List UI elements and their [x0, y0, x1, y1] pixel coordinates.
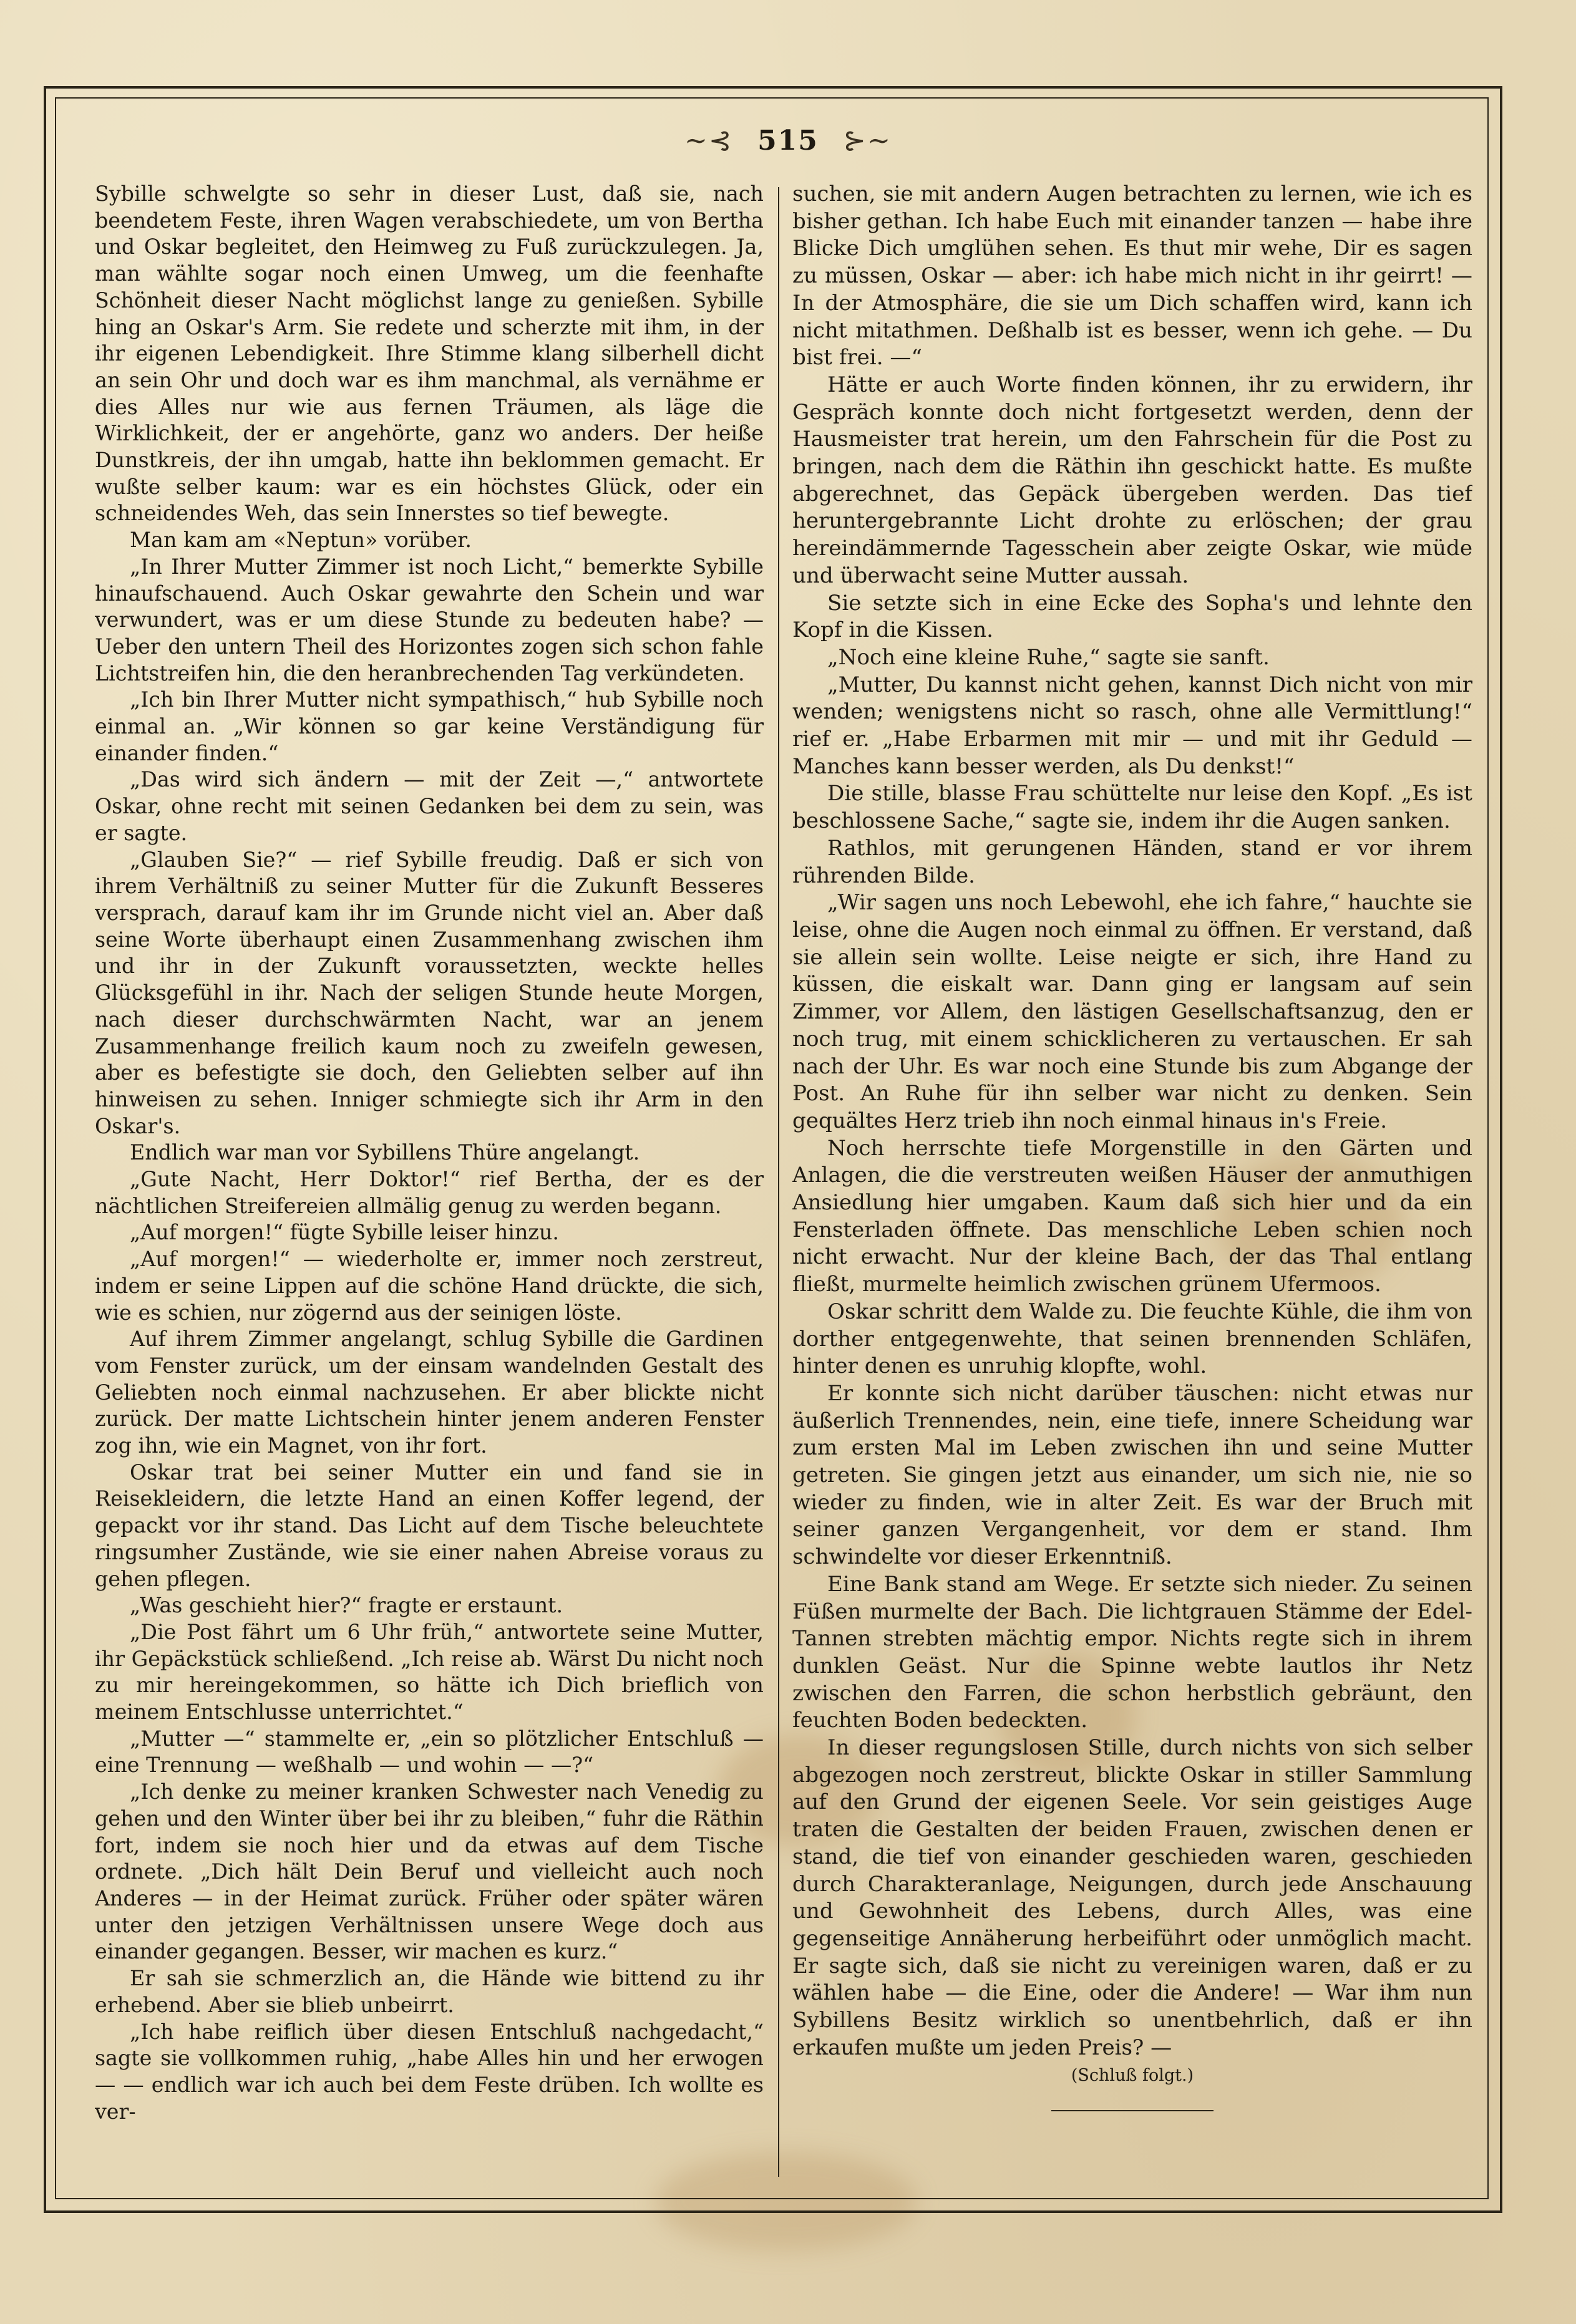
paragraph: „Auf morgen!“ — wiederholte er, immer noch zerstreut, indem er seine Lippen auf die schöne Hand drückte, die sich, wie es schien, nur zögernd aus der seinigen löste. — [95, 1247, 764, 1325]
paragraph: Die stille, blasse Frau schüttelte nur leise den Kopf. „Es ist beschlossene Sache,“ sagte sie, indem ihr die Augen sanken. — [792, 781, 1472, 834]
end-rule — [1051, 2110, 1214, 2111]
column-divider — [778, 187, 779, 2177]
paragraph: „Noch eine kleine Ruhe,“ sagte sie sanft. — [827, 644, 1270, 670]
paragraph: „Wir sagen uns noch Lebewohl, ehe ich fahre,“ hauchte sie leise, ohne die Augen noch einmal zu öffnen. Er verstand, daß sie allein sein wollte. Leise neigte er sich, ihre Hand zu küssen, die eiskalt war. Dann ging er langsam auf sein Zimmer, vor Allem, den lästigen Gesellschaftsanzug, den er noch trug, mit einem schicklicheren zu vertauschen. Er sah nach der Uhr. Es war noch eine Stunde bis zum Abgange der Post. An Ruhe für ihn selber war nicht zu denken. Sein gequältes Herz trieb ihn noch einmal hinaus in's Freie. — [792, 890, 1472, 1133]
paragraph: „Gute Nacht, Herr Doktor!“ rief Bertha, der es der nächtlichen Streifereien allmälig genug zu werden begann. — [95, 1167, 764, 1218]
paragraph: Eine Bank stand am Wege. Er setzte sich nieder. Zu seinen Füßen murmelte der Bach. Die lichtgrauen Stämme der Edel-Tannen strebten mächtig empor. Nichts regte sich in ihrem dunklen Geäst. Nur die Spinne webte lautlos ihr Netz zwischen den Farren, die schon herbstlich gebräunt, den feuchten Boden bedeckten. — [792, 1571, 1472, 1733]
paragraph: „Das wird sich ändern — mit der Zeit —,“ antwortete Oskar, ohne recht mit seinen Gedanken bei dem zu sein, was er sagte. — [95, 767, 764, 845]
paragraph: „Die Post fährt um 6 Uhr früh,“ antwortete seine Mutter, ihr Gepäckstück schließend. „Ich reise ab. Wärst Du nicht noch zu mir hereingekommen, so hätte ich Dich brieflich von meinem Entschlusse unterrichtet.“ — [95, 1619, 764, 1725]
paragraph: „Mutter, Du kannst nicht gehen, kannst Dich nicht von mir wenden; wenigstens nicht so rasch, ohne alle Vermittlung!“ rief er. „Habe Erbarmen mit mir — und mit ihr Geduld — Manches kann besser werden, als Du denkst!“ — [792, 672, 1472, 779]
right-column — [792, 181, 1472, 2127]
paragraph: In dieser regungslosen Stille, durch nichts von sich selber abgezogen noch zerstreut, blickte Oskar in stiller Sammlung auf den Grund der eigenen Seele. Vor sein geistiges Auge traten die Gestalten der beiden Frauen, zwischen denen er stand, die tief von einander geschieden waren, geschieden durch Charakteranlage, Neigungen, durch jede Anschauung und Gewohnheit des Lebens, durch Alles, was eine gegenseitige Annäherung herbeiführt oder unmöglich macht. Er sagte sich, daß sie nicht zu vereinigen waren, daß er zu wählen habe — die Eine, oder die Andere! — War ihm nun Sybillens Besitz wirklich so unentbehrlich, daß er ihn erkaufen mußte um jeden Preis? — — [792, 1735, 1472, 2060]
paragraph: „Mutter —“ stammelte er, „ein so plötzlicher Entschluß — eine Trennung — weßhalb — und wohin — —?“ — [95, 1726, 764, 1778]
page-number: 515 — [757, 125, 819, 157]
paragraph: Sybille schwelgte so sehr in dieser Lust, daß sie, nach beendetem Feste, ihren Wagen verabschiedete, um von Bertha und Oskar begleitet, den Heimweg zu Fuß zurückzulegen. Ja, man wählte sogar noch einen Umweg, um die feenhafte Schönheit dieser Nacht möglichst lange zu genießen. Sybille hing an Oskar's Arm. Sie redete und scherzte mit ihm, in der ihr eigenen Lebendigkeit. Ihre Stimme klang silberhell dicht an sein Ohr und doch war es ihm manchmal, als vernähme er dies Alles nur wie aus fernen Träumen, als läge die Wirklichkeit, der er angehörte, ganz wo anders. Der heiße Dunstkreis, der ihn umgab, hatte ihn beklommen gemacht. Er wußte selber kaum: war es ein höchstes Glück, oder ein schneidendes Weh, das sein Innerstes so tief bewegte. — [95, 182, 764, 526]
paragraph: „In Ihrer Mutter Zimmer ist noch Licht,“ bemerkte Sybille hinaufschauend. Auch Oskar gewahrte den Schein und war verwundert, was er um diese Stunde zu bedeuten habe? — Ueber den untern Theil des Horizontes zogen sich schon fahle Lichtstreifen hin, die den heranbrechenden Tag verkündeten. — [95, 554, 764, 685]
paragraph: „Ich denke zu meiner kranken Schwester nach Venedig zu gehen und den Winter über bei ihr zu bleiben,“ fuhr die Räthin fort, indem sie noch hier und da etwas auf dem Tische ordnete. „Dich hält Dein Beruf und vielleicht auch noch Anderes — in der Heimat zurück. Früher oder später wären unter den jetzigen Verhältnissen unsere Wege doch aus einander gegangen. Besser, wir machen es kurz.“ — [95, 1779, 764, 1964]
paragraph: „Was geschieht hier?“ fragte er erstaunt. — [130, 1593, 563, 1618]
paragraph: Sie setzte sich in eine Ecke des Sopha's und lehnte den Kopf in die Kissen. — [792, 590, 1472, 643]
paragraph: Man kam am «Neptun» vorüber. — [130, 528, 472, 553]
ornament-right: ⊱~ — [843, 125, 892, 157]
paragraph: Oskar schritt dem Walde zu. Die feuchte Kühle, die ihm von dorther entgegenwehte, that seinen brennenden Schläfen, hinter denen es unruhig klopfte, wohl. — [792, 1299, 1472, 1379]
paragraph: Oskar trat bei seiner Mutter ein und fand sie in Reisekleidern, die letzte Hand an einen Koffer legend, der gepackt vor ihr stand. Das Licht auf dem Tische beleuchtete ringsumher Zustände, wie sie einer nahen Abreise voraus zu gehen pflegen. — [95, 1460, 764, 1591]
paragraph: suchen, sie mit andern Augen betrachten zu lernen, wie ich es bisher gethan. Ich habe Euch mit einander tanzen — habe ihre Blicke Dich umglühen sehen. Es thut mir wehe, Dir es sagen zu müssen, Oskar — aber: ich habe mich nicht in ihr geirrt! — In der Atmosphäre, die sie um Dich schaffen wird, kann ich nicht mitathmen. Deßhalb ist es besser, wenn ich gehe. — Du bist frei. —“ — [792, 182, 1472, 370]
paragraph: Auf ihrem Zimmer angelangt, schlug Sybille die Gardinen vom Fenster zurück, um der einsam wandelnden Gestalt des Geliebten noch einmal nachzusehen. Er aber blickte nicht zurück. Der matte Lichtschein hinter jenem anderen Fenster zog ihn, wie ein Magnet, von ihr fort. — [95, 1327, 764, 1458]
paragraph: Noch herrschte tiefe Morgenstille in den Gärten und Anlagen, die die verstreuten weißen Häuser der anmuthigen Ansiedlung hier umgaben. Kaum daß sich hier und da ein Fensterladen öffnete. Das menschliche Leben schien noch nicht erwacht. Nur der kleine Bach, der das Thal entlang fließt, murmelte heimlich zwischen grünem Ufermoos. — [792, 1135, 1472, 1297]
continued-note: (Schluß folgt.) — [1071, 2065, 1194, 2085]
paragraph: Endlich war man vor Sybillens Thüre angelangt. — [130, 1140, 640, 1165]
page-header — [0, 125, 1576, 162]
paragraph: „Glauben Sie?“ — rief Sybille freudig. Daß er sich von ihrem Verhältniß zu seiner Mutter für die Zukunft Besseres versprach, darauf kam ihr im Grunde nicht viel an. Aber daß seine Worte überhaupt einen Zusammenhang zwischen ihm und ihr in der Zukunft voraussetzten, weckte helles Glücksgefühl in ihr. Nach der seligen Stunde heute Morgen, nach dieser durchschwärmten Nacht, war an jenem Zusammenhange freilich kaum noch zu zweifeln gewesen, aber es befestigte sie doch, den Geliebten selber auf ihn hinweisen zu sehen. Inniger schmiegte sich ihr Arm in den Oskar's. — [95, 847, 764, 1138]
left-column — [95, 181, 764, 2127]
paragraph: „Ich bin Ihrer Mutter nicht sympathisch,“ hub Sybille noch einmal an. „Wir können so gar keine Verständigung für einander finden.“ — [95, 687, 764, 765]
paragraph: „Ich habe reiflich über diesen Entschluß nachgedacht,“ sagte sie vollkommen ruhig, „habe Alles hin und her erwogen — — endlich war ich auch bei dem Feste drüben. Ich wollte es ver- — [95, 2019, 764, 2124]
paragraph: Er konnte sich nicht darüber täuschen: nicht etwas nur äußerlich Trennendes, nein, eine tiefe, innere Scheidung war zum ersten Mal im Leben zwischen ihn und seine Mutter getreten. Sie gingen jetzt aus einander, um sich nie, nie so wieder zu finden, wie in alter Zeit. Es war der Bruch mit seiner ganzen Vergangenheit, vor dem er stand. Ihm schwindelte vor dieser Erkenntniß. — [792, 1380, 1472, 1570]
paragraph: Er sah sie schmerzlich an, die Hände wie bittend zu ihr erhebend. Aber sie blieb unbeirrt. — [95, 1966, 764, 2017]
paragraph: Rathlos, mit gerungenen Händen, stand er vor ihrem rührenden Bilde. — [792, 835, 1472, 888]
paragraph: „Auf morgen!“ fügte Sybille leiser hinzu. — [130, 1220, 559, 1245]
ornament-left: ~⊰ — [684, 125, 733, 157]
paragraph: Hätte er auch Worte finden können, ihr zu erwidern, ihr Gespräch konnte doch nicht fortgesetzt werden, denn der Hausmeister trat herein, um den Fahrschein für die Post zu bringen, nach dem die Räthin ihn geschickt hatte. Es mußte abgerechnet, das Gepäck übergeben werden. Das tief heruntergebrannte Licht drohte zu erlöschen; der grau hereindämmernde Tagesschein aber zeigte Oskar, wie müde und überwacht seine Mutter aussah. — [792, 372, 1472, 588]
